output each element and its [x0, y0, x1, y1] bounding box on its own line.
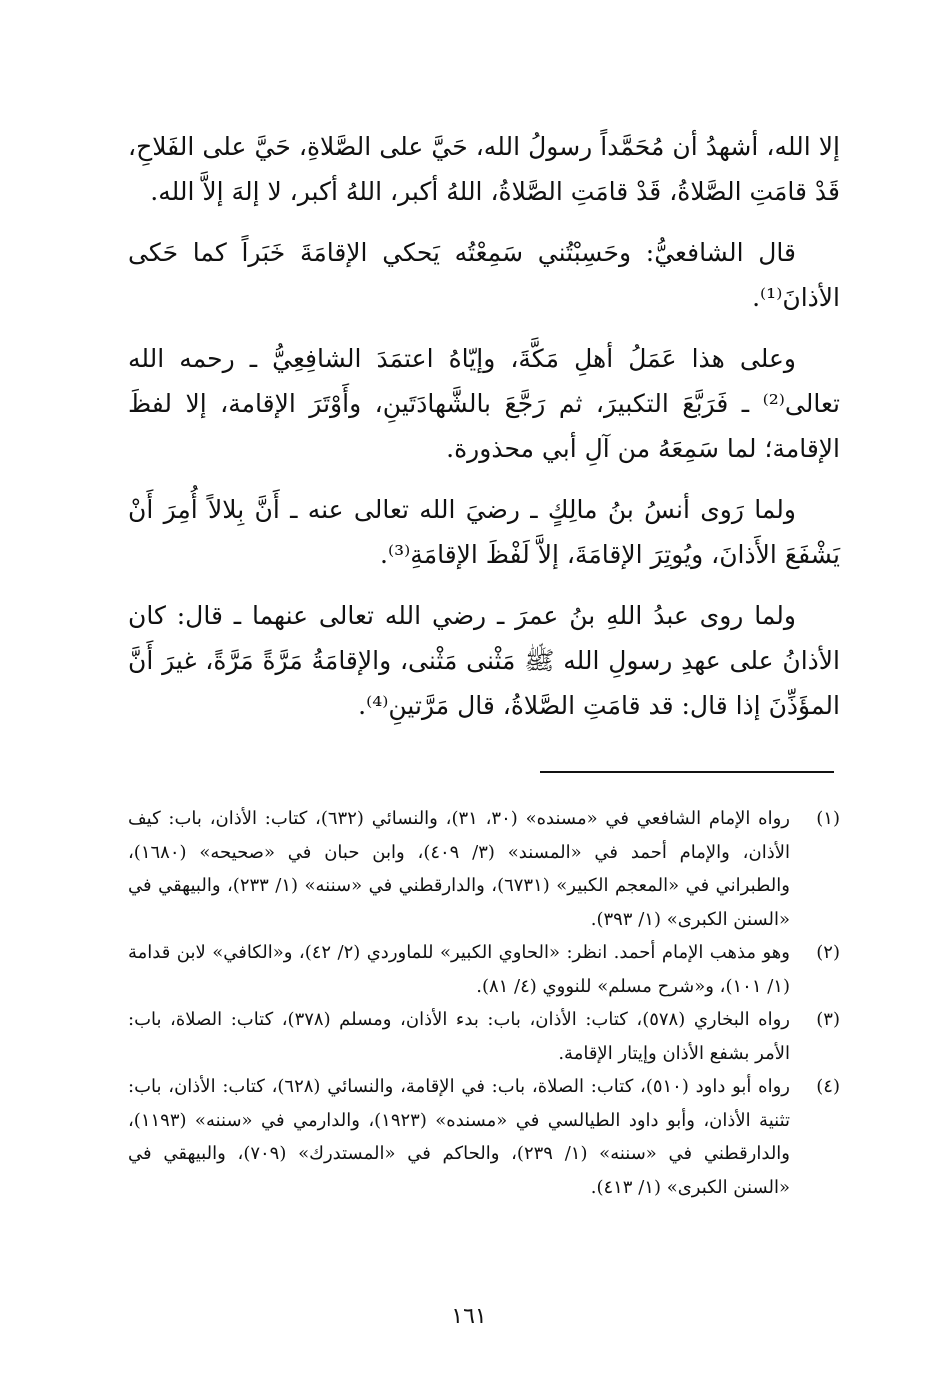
footnote-number: (٢): [816, 942, 840, 963]
paragraph-2: [128, 230, 840, 320]
paragraph-4: [128, 487, 840, 577]
paragraph-text: قال الشافعيُّ: وحَسِبْتُني سَمِعْتُه يَحكي الإقامَةَ خَبَراً كما حَكى الأذانَ⁽¹⁾.: [128, 238, 840, 312]
footnote-2: [128, 936, 840, 1003]
footnote-1: [128, 802, 840, 936]
paragraph-1: [128, 124, 840, 214]
paragraph-text: وعلى هذا عَمَلُ أهلِ مَكَّةَ، وإيّاهُ اعتمَدَ الشافِعِيُّ ـ رحمه الله تعالى⁽²⁾ ـ فَرَبَّعَ التكبيرَ، ثم رَجَّعَ بالشَّهادَتَينِ، وأَوْتَرَ الإقامة، إلا لفظَ الإقامة؛ لما سَمِعَهُ من آلِ أبي محذورة.: [128, 344, 840, 463]
main-text: [128, 124, 840, 744]
footnote-separator-line: [540, 771, 834, 773]
footnote-3: [128, 1003, 840, 1070]
footnote-4: [128, 1070, 840, 1204]
page-number: ١٦١: [451, 1304, 487, 1329]
footnote-number: (١): [816, 808, 840, 829]
footnote-number: (٤): [816, 1076, 840, 1097]
paragraph-3: [128, 336, 840, 471]
footnote-text: رواه أبو داود (٥١٠)، كتاب: الصلاة، باب: في الإقامة، والنسائي (٦٢٨)، كتاب: الأذان، باب: تثنية الأذان، وأبو داود الطيالسي في «مسنده» (١٩٢٣)، والدارمي في «سننه» (١١٩٣)، والدارقطني في «سننه» (١/ ٢٣٩)، والحاكم في «المستدرك» (٧٠٩)، والبيهقي في «السنن الكبرى» (١/ ٤١٣).: [128, 1076, 791, 1198]
paragraph-text: إلا الله، أشهدُ أن مُحَمَّداً رسولُ الله، حَيَّ على الصَّلاةِ، حَيَّ على الفَلاحِ، قَدْ قامَتِ الصَّلاةُ، قَدْ قامَتِ الصَّلاةُ، اللهُ أكبر، اللهُ أكبر، لا إلهَ إلاَّ الله.: [128, 132, 840, 206]
footnote-text: وهو مذهب الإمام أحمد. انظر: «الحاوي الكبير» للماوردي (٢/ ٤٢)، و«الكافي» لابن قدامة (١/ ١٠١)، و«شرح مسلم» للنووي (٤/ ٨١).: [128, 942, 790, 997]
paragraph-5: [128, 593, 840, 728]
paragraph-text: ولما روى عبدُ اللهِ بنُ عمرَ ـ رضي الله تعالى عنهما ـ قال: كان الأذانُ على عهدِ رسولِ الله ﷺ مَثْنى مَثْنى، والإقامَةُ مَرَّةً مَرَّةً، غيرَ أَنَّ المؤَذِّنَ إذا قال: قد قامَتِ الصَّلاةُ، قال مَرَّتينِ⁽⁴⁾.: [128, 601, 840, 720]
footnote-text: رواه الإمام الشافعي في «مسنده» (٣٠، ٣١)، والنسائي (٦٣٢)، كتاب: الأذان، باب: كيف الأذان، والإمام أحمد في «المسند» (٣/ ٤٠٩)، وابن حبان في «صحيحه» (١٦٨٠)، والطبراني في «المعجم الكبير» (٦٧٣١)، والدارقطني في «سننه» (١/ ٢٣٣)، والبيهقي في «السنن الكبرى» (١/ ٣٩٣).: [128, 808, 790, 930]
paragraph-text: ولما رَوى أنسُ بنُ مالِكٍ ـ رضيَ الله تعالى عنه ـ أَنَّ بِلالاً أُمِرَ أَنْ يَشْفَعَ الأَذانَ، ويُوتِرَ الإقامَةَ، إلاَّ لَفْظَ الإقامَةِ⁽³⁾.: [128, 495, 840, 569]
footnote-text: رواه البخاري (٥٧٨)، كتاب: الأذان، باب: بدء الأذان، ومسلم (٣٧٨)، كتاب: الصلاة، باب: الأمر بشفع الأذان وإيتار الإقامة.: [128, 1009, 790, 1064]
footnotes: [128, 802, 840, 1204]
footnote-number: (٣): [816, 1009, 840, 1030]
